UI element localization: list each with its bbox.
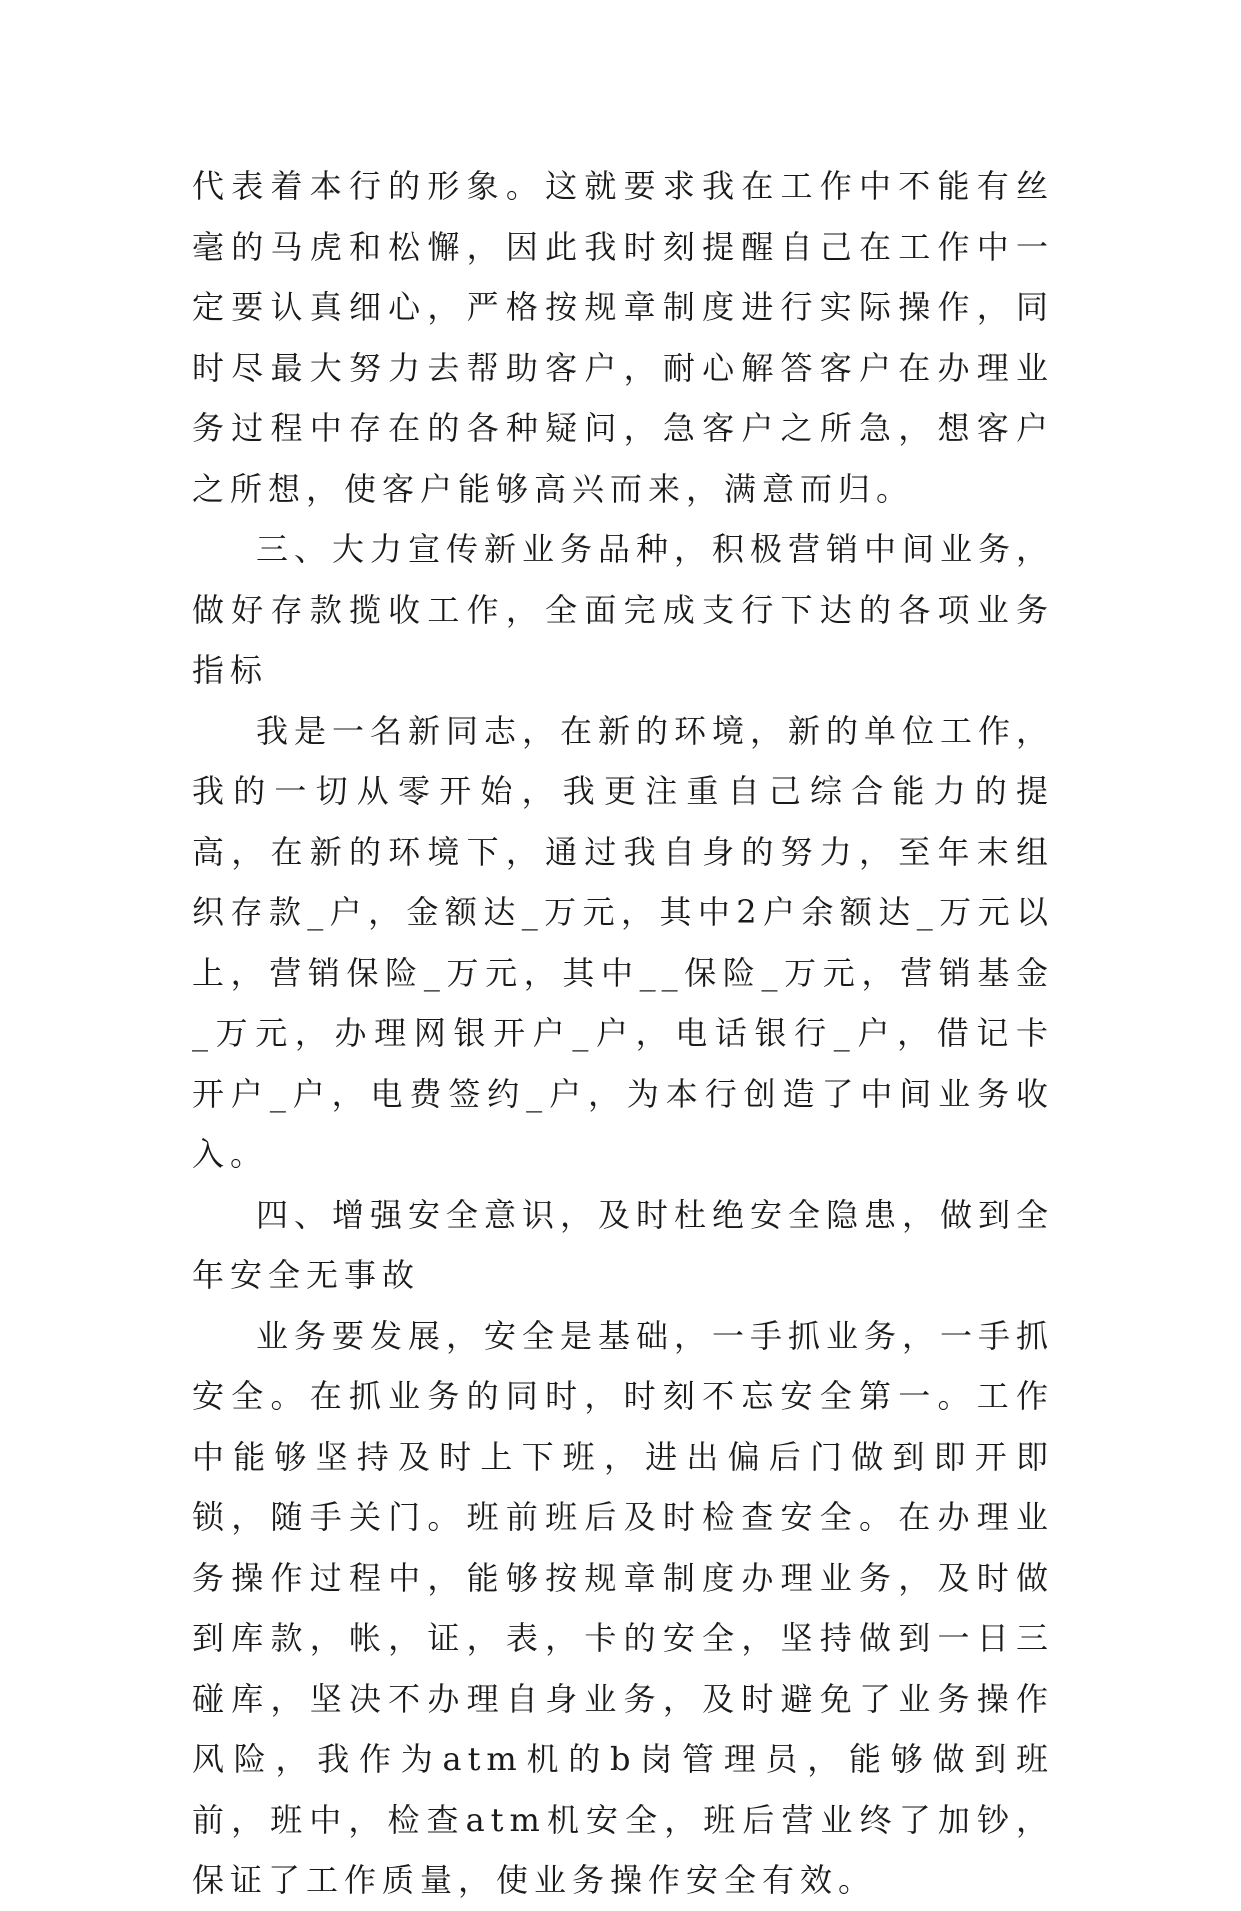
section-heading-three: 三、大力宣传新业务品种，积极营销中间业务，做好存款揽收工作，全面完成支行下达的各项业务指标 xyxy=(192,530,1055,689)
paragraph-continuation: 代表着本行的形象。这就要求我在工作中不能有丝毫的马虎和松懈，因此我时刻提醒自己在工作中一定要认真细心，严格按规章制度进行实际操作，同时尽最大努力去帮助客户，耐心解答客户在办理业务过程中存在的各种疑问，急客户之所急，想客户之所想，使客户能够高兴而来，满意而归。 xyxy=(192,167,1054,508)
section-heading-four: 四、增强安全意识，及时杜绝安全隐患，做到全年安全无事故 xyxy=(192,1195,1055,1294)
paragraph-safety: 业务要发展，安全是基础，一手抓业务，一手抓安全。在抓业务的同时，时刻不忘安全第一。工作中能够坚持及时上下班，进出偏后门做到即开即锁，随手关门。班前班后及时检查安全。在办理业务操作过程中，能够按规章制度办理业务，及时做到库款，帐，证，表，卡的安全，坚持做到一日三碰库，坚决不办理自身业务，及时避免了业务操作风险，我作为atm机的b岗管理员，能够做到班前，班中，检查atm机安全，班后营业终了加钞，保证了工作质量，使业务操作安全有效。 xyxy=(192,1316,1055,1899)
paragraph-new-colleague: 我是一名新同志，在新的环境，新的单位工作，我的一切从零开始，我更注重自己综合能力的提高，在新的环境下，通过我自身的努力，至年末组织存款_户，金额达_万元，其中2户余额达_万元以上，营销保险_万元，其中__保险_万元，营销基金_万元，办理网银开户_户，电话银行_户，借记卡开户_户，电费签约_户，为本行创造了中间业务收入。 xyxy=(192,711,1055,1173)
document-body xyxy=(192,156,1054,1911)
